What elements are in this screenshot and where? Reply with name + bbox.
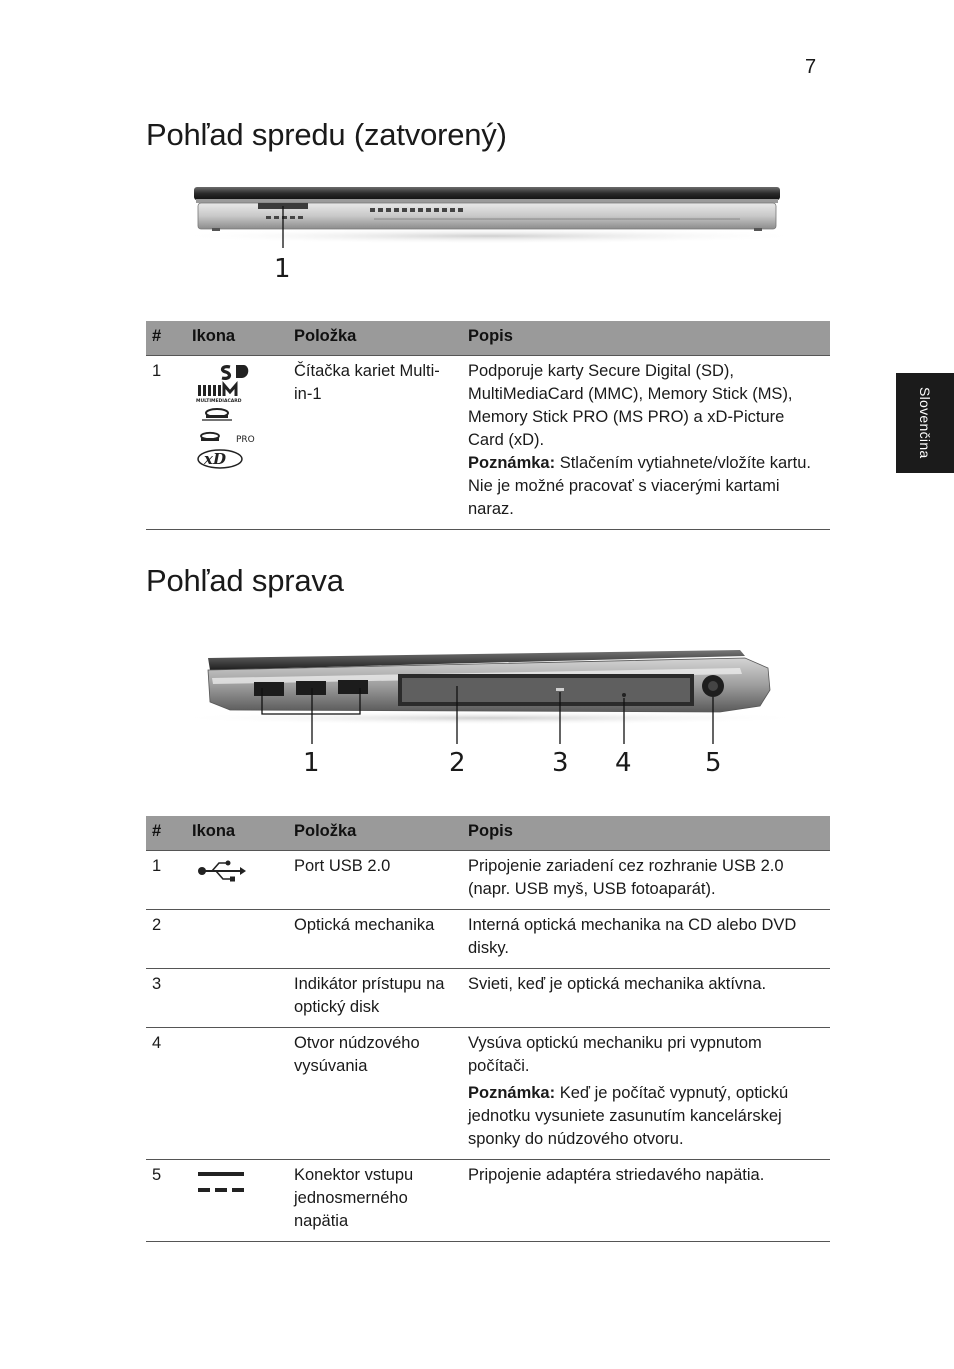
callout-right-1: 1 [303,748,320,778]
row-item: Port USB 2.0 [288,851,462,910]
xd-label: xD [204,450,226,468]
row-number: 3 [146,969,186,1028]
table-header-row [146,816,830,851]
row-item: Optická mechanika [288,910,462,969]
right-view-table [146,816,830,1242]
row-number: 5 [146,1160,186,1242]
table-row [146,910,830,969]
row-description: Pripojenie adaptéra striedavého napätia. [462,1160,830,1242]
callout-right-3: 3 [552,748,569,778]
table-row [146,356,830,530]
header-description: Popis [462,816,830,851]
row-description [462,1028,830,1160]
table-header-row [146,321,830,356]
header-item: Položka [288,816,462,851]
multimediacard-icon [196,385,242,404]
language-side-tab [896,373,954,473]
sd-card-icon [222,365,248,378]
callout-front-1: 1 [274,254,291,284]
row-icons [186,356,288,530]
xd-picture-card-icon [198,450,242,468]
callout-right-5: 5 [705,748,722,778]
front-view-table [146,321,830,530]
header-icon: Ikona [186,321,288,356]
row-item: Otvor núdzového vysúvania [288,1028,462,1160]
description-text: Podporuje karty Secure Digital (SD), MultiMediaCard (MMC), Memory Stick (MS), Memory Stick PRO (MS PRO) a xD-Picture Card (xD). [468,362,793,449]
row-icon [186,1028,288,1160]
note-label: Poznámka: [468,1084,556,1102]
card-reader-icons [192,360,262,472]
row-description [462,356,830,530]
row-icon [186,910,288,969]
header-number: # [146,321,186,356]
row-description: Interná optická mechanika na CD alebo DVD disky. [462,910,830,969]
memory-stick-icon [202,409,232,420]
usb-icon [192,855,248,885]
note-text: Keď je počítač vypnutý, optickú jednotku vysuniete zasunutím kancelárskej sponky do núdzového otvoru. [468,1084,789,1148]
table-row [146,1028,830,1160]
header-icon: Ikona [186,816,288,851]
row-icon [186,1160,288,1242]
row-icon [186,969,288,1028]
row-description: Pripojenie zariadení cez rozhranie USB 2.0 (napr. USB myš, USB fotoaparát). [462,851,830,910]
dc-in-icon [192,1164,248,1198]
row-description: Svieti, keď je optická mechanika aktívna. [462,969,830,1028]
row-number: 1 [146,356,186,530]
description-text: Vysúva optickú mechaniku pri vypnutom počítači. [468,1034,762,1075]
memory-stick-pro-icon [201,433,255,445]
row-number: 1 [146,851,186,910]
mmc-label: MULTIMEDIACARD [196,399,242,404]
row-item: Indikátor prístupu na optický disk [288,969,462,1028]
table-row [146,969,830,1028]
page-number: 7 [805,56,817,78]
ms-pro-label: PRO [236,435,255,445]
header-description: Popis [462,321,830,356]
front-view-figure [0,178,954,298]
language-label: Slovenčina [917,387,933,459]
note-paragraph [468,1082,824,1151]
table-row [146,851,830,910]
laptop-front-illustration [0,178,954,298]
callout-right-2: 2 [449,748,466,778]
header-item: Položka [288,321,462,356]
right-view-figure [0,640,954,790]
row-item: Konektor vstupu jednosmerného napätia [288,1160,462,1242]
header-number: # [146,816,186,851]
row-icon [186,851,288,910]
table-row [146,1160,830,1242]
row-number: 4 [146,1028,186,1160]
callout-right-4: 4 [615,748,632,778]
laptop-right-illustration [0,640,954,790]
section-title-front: Pohľad spredu (zatvorený) [146,117,507,152]
note-text: Stlačením vytiahnete/vložíte kartu. Nie je možné pracovať s viacerými kartami naraz. [468,454,811,518]
row-number: 2 [146,910,186,969]
section-title-right: Pohľad sprava [146,563,344,598]
row-item: Čítačka kariet Multi-in-1 [288,356,462,530]
note-label: Poznámka: [468,454,556,472]
